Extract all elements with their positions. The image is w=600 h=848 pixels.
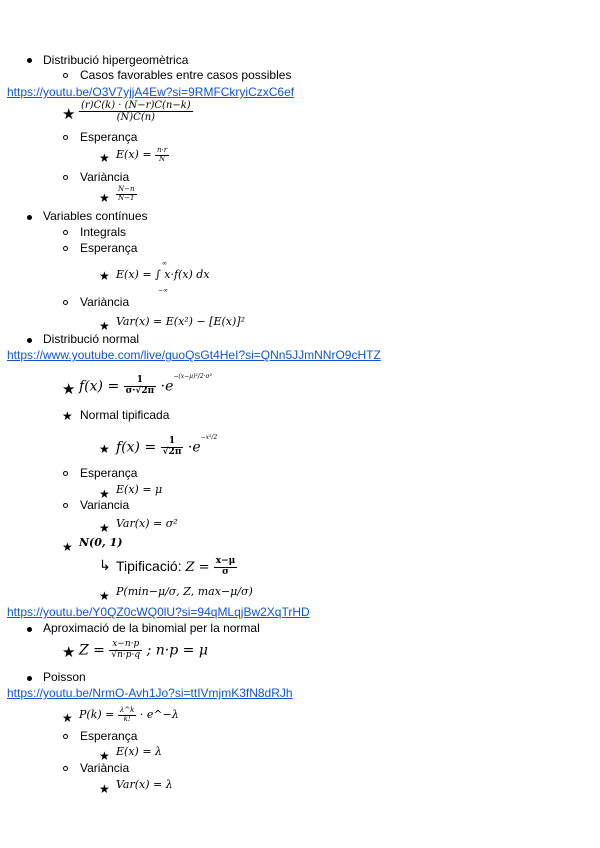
normal-pdf-lhs: f(x) = (79, 378, 120, 395)
bullet-circle-icon (63, 766, 68, 771)
tipificacio-num: x−μ (215, 556, 236, 566)
binomial-title: Aproximació de la binomial per la normal (43, 621, 260, 635)
bullet-disc-icon (27, 58, 32, 63)
hyper-expectation (116, 147, 169, 163)
tipificacio-formula (185, 556, 238, 577)
poisson-pmf-rhs: · e^−λ (139, 708, 179, 722)
tipificacio-label: Tipificació: (116, 557, 182, 574)
bullet-circle-icon (63, 230, 68, 235)
hyper-exp-lhs: E(x) = (116, 148, 152, 162)
std-pdf-den: √2π (162, 446, 182, 457)
hyper-formula-den: (N)C(n) (116, 112, 156, 123)
normal-notation: N(0, 1) (79, 536, 123, 549)
poisson-link[interactable]: https://youtu.be/NrmO-Avh1Jo?si=ttIVmjmK3fN8dRJh (7, 686, 293, 700)
poisson-title: Poisson (43, 670, 86, 684)
star-bullet-icon: ★ (99, 151, 110, 165)
bullet-circle-icon (63, 300, 68, 305)
hypergeometric-sub: Casos favorables entre casos possibles (80, 68, 292, 82)
normal-pdf-num: 1 (124, 376, 157, 387)
star-bullet-icon: ★ (99, 191, 110, 205)
std-pdf-lhs: f(x) = (116, 439, 157, 456)
bullet-disc-icon (27, 676, 32, 681)
bullet-circle-icon (63, 734, 68, 739)
continuous-title: Variables contínues (43, 209, 148, 223)
binomial-z (79, 640, 208, 661)
integral-upper: ∞ (162, 260, 167, 267)
continuous-variance: Var(x) = E(x²) − [E(x)]² (116, 315, 245, 328)
probability-range: P(min−μ/σ, Z, max−μ/σ) (116, 585, 253, 598)
poisson-variance: Var(x) = λ (116, 778, 173, 791)
poisson-expectation: E(x) = λ (116, 745, 162, 758)
bullet-circle-icon (63, 246, 68, 251)
tipificacio-den: σ (222, 566, 229, 577)
star-bullet-icon: ★ (62, 540, 73, 554)
star-bullet-icon: ★ (62, 644, 76, 661)
star-bullet-icon: ★ (99, 589, 110, 603)
standard-normal-pdf: f(x) = $\frac{1}{√2\pi}$ $\cdot e^{-x^2/2}$ (116, 434, 218, 457)
variancia3-label: Variancia (80, 498, 130, 512)
bullet-disc-icon (27, 627, 32, 632)
variancia-label: Variància (80, 170, 130, 184)
hypergeometric-title: Distribució hipergeomètrica (43, 53, 189, 67)
continuous-expectation: E(x) = ∫ x·f(x) dx (116, 268, 210, 281)
std-pdf-exp: −x²/2 (200, 434, 218, 442)
star-bullet-icon: ★ (99, 442, 110, 456)
poisson-pmf-den: k! (123, 714, 131, 723)
bullet-circle-icon (63, 135, 68, 140)
binomial-z-lhs: Z = (79, 642, 105, 659)
star-bullet-icon: ★ (99, 269, 110, 283)
hyper-exp-den: N (159, 154, 166, 163)
star-bullet-icon: ★ (99, 521, 110, 535)
variancia2-label: Variància (80, 295, 130, 309)
normal-pdf: f(x) = $\frac{1}{\sigma\cdot√2\pi}$ $\cdot e^{-(x-\mu)^2/2\cdot\sigma^2}$ (79, 373, 213, 396)
esperanca3-label: Esperança (80, 466, 138, 480)
hypergeometric-link[interactable]: https://youtu.be/O3V7yjjA4Ew?si=9RMFCkryiCzxC6ef (7, 85, 295, 99)
esperanca4-label: Esperança (80, 729, 138, 743)
star-bullet-icon: ★ (99, 319, 110, 333)
tipificacio-line (116, 557, 237, 578)
star-bullet-icon: ★ (99, 487, 110, 501)
binomial-z-num: x−n·p (109, 640, 142, 651)
bullet-circle-icon (63, 471, 68, 476)
poisson-pmf-lhs: P(k) = (79, 708, 115, 722)
hyper-formula-num: (r)C(k) · (N−r)C(n−k) (81, 100, 191, 111)
subitem-arrow-icon: ↳ (99, 557, 111, 573)
binomial-link[interactable]: https://youtu.be/Y0QZ0cWQ0lU?si=94qMLqjBw2XqTrHD (7, 605, 310, 619)
star-bullet-icon: ★ (99, 782, 110, 796)
star-bullet-icon: ★ (62, 409, 73, 423)
normal-pdf-exp: −(x−μ)²/2·σ² (173, 373, 213, 381)
esperanca-label: Esperança (80, 130, 138, 144)
normal-variance: Var(x) = σ² (116, 517, 178, 530)
hypergeometric-formula (79, 100, 193, 123)
hyper-var-num: N−n (118, 185, 135, 193)
star-bullet-icon: ★ (62, 106, 76, 123)
hyper-variance (116, 186, 137, 202)
tipificacio-lhs: Z = (185, 559, 210, 575)
esperanca2-label: Esperança (80, 241, 138, 255)
star-bullet-icon: ★ (62, 381, 76, 398)
poisson-pmf (79, 707, 179, 723)
poisson-pmf-num: λ^k (119, 706, 135, 714)
bullet-disc-icon (27, 215, 32, 220)
binomial-z-rhs: ; n·p = μ (146, 642, 208, 659)
normal-link[interactable]: https://www.youtube.com/live/guoQsGt4HeI?si=QNn5JJmNNrO9cHTZ (7, 348, 381, 362)
bullet-circle-icon (63, 175, 68, 180)
star-bullet-icon: ★ (62, 711, 73, 725)
variancia4-label: Variància (80, 761, 130, 775)
binomial-z-den: √n·p·q (111, 649, 141, 660)
bullet-circle-icon (63, 73, 68, 78)
bullet-circle-icon (63, 503, 68, 508)
normal-pdf-den: σ·√2π (125, 385, 155, 396)
hyper-var-den: N−1 (118, 193, 135, 202)
normal-expectation: E(x) = μ (116, 483, 163, 496)
bullet-disc-icon (27, 338, 32, 343)
std-pdf-num: 1 (161, 437, 184, 448)
hyper-exp-num: n·r (157, 146, 168, 154)
star-bullet-icon: ★ (99, 749, 110, 763)
integral-lower: −∞ (158, 287, 169, 294)
normal-title: Distribució normal (43, 332, 140, 346)
integrals-label: Integrals (80, 225, 127, 239)
normal-tip-label: Normal tipificada (80, 408, 170, 422)
